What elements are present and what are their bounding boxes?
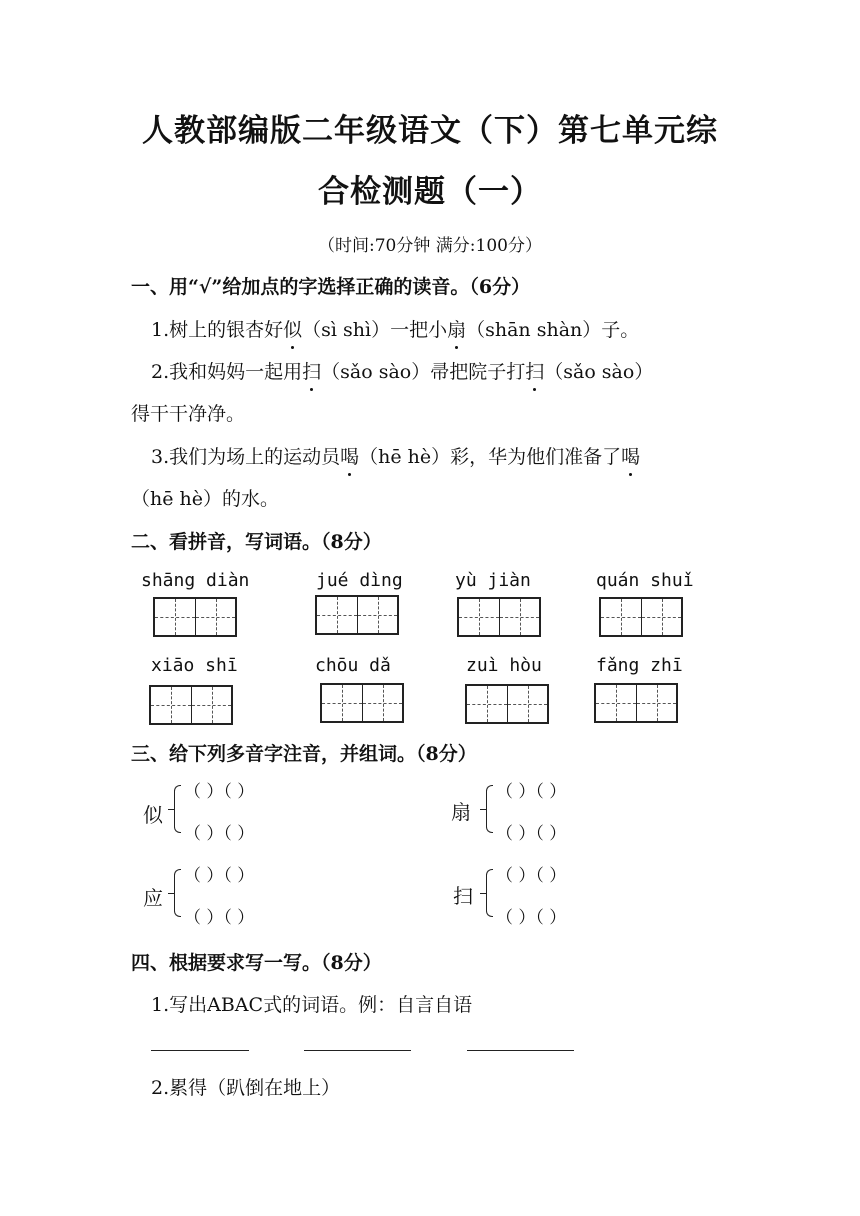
s1-q2-text-b: （sǎo sào）帚把院子打 bbox=[321, 361, 526, 383]
s1-q1-text-a: 1.树上的银杏好 bbox=[151, 319, 284, 341]
writing-grid[interactable] bbox=[599, 597, 683, 637]
s1-question-2 bbox=[151, 357, 653, 384]
pinyin-label: shāng diàn bbox=[141, 570, 250, 591]
writing-grid[interactable] bbox=[153, 597, 237, 637]
answer-parens[interactable]: （ ）（ ） bbox=[496, 782, 567, 802]
s1-q1-text-b: （sì shì）一把小 bbox=[302, 319, 448, 341]
s4-question-2: 2.累得（趴倒在地上） bbox=[151, 1077, 341, 1099]
pinyin-label: jué dìng bbox=[316, 570, 403, 591]
polyphone-char: 扫 bbox=[453, 884, 473, 908]
brace-icon bbox=[174, 785, 181, 833]
brace-icon bbox=[486, 785, 493, 833]
pinyin-label: yù jiàn bbox=[455, 570, 531, 591]
answer-parens[interactable]: （ ）（ ） bbox=[184, 866, 255, 886]
answer-blank[interactable] bbox=[151, 1050, 249, 1051]
dotted-char: 扇 bbox=[447, 315, 466, 342]
section1-heading: 一、用“√”给加点的字选择正确的读音。（6分） bbox=[131, 276, 531, 298]
pinyin-label: chōu dǎ bbox=[315, 655, 391, 676]
section4-heading: 四、根据要求写一写。（8分） bbox=[131, 952, 382, 974]
writing-grid[interactable] bbox=[594, 683, 678, 723]
s1-q2-text-c: （sǎo sào） bbox=[544, 361, 654, 383]
answer-parens[interactable]: （ ）（ ） bbox=[496, 866, 567, 886]
polyphone-char: 扇 bbox=[451, 800, 471, 824]
s1-q3-text-a: 3.我们为场上的运动员 bbox=[151, 446, 341, 468]
writing-grid[interactable] bbox=[315, 595, 399, 635]
answer-parens[interactable]: （ ）（ ） bbox=[496, 824, 567, 844]
s1-question-3 bbox=[151, 442, 640, 469]
pinyin-label: fǎng zhī bbox=[596, 655, 683, 676]
dotted-char: 扫 bbox=[302, 357, 321, 384]
writing-grid[interactable] bbox=[320, 683, 404, 723]
answer-parens[interactable]: （ ）（ ） bbox=[184, 824, 255, 844]
answer-blank[interactable] bbox=[304, 1050, 411, 1051]
s1-q3-line2: （hē hè）的水。 bbox=[131, 488, 280, 510]
section3-heading: 三、给下列多音字注音，并组词。（8分） bbox=[131, 743, 477, 765]
section2-heading: 二、看拼音，写词语。（8分） bbox=[131, 531, 382, 553]
pinyin-label: zuì hòu bbox=[466, 655, 542, 676]
pinyin-label: xiāo shī bbox=[151, 655, 238, 676]
writing-grid[interactable] bbox=[149, 685, 233, 725]
pinyin-label: quán shuǐ bbox=[596, 570, 694, 591]
s1-q1-text-c: （shān shàn）子。 bbox=[466, 319, 640, 341]
answer-parens[interactable]: （ ）（ ） bbox=[184, 908, 255, 928]
brace-icon bbox=[174, 869, 181, 917]
s4-question-1: 1.写出ABAC式的词语。例：自言自语 bbox=[151, 994, 473, 1016]
polyphone-char: 似 bbox=[143, 803, 163, 827]
answer-parens[interactable]: （ ）（ ） bbox=[184, 782, 255, 802]
writing-grid[interactable] bbox=[457, 597, 541, 637]
s1-question-1 bbox=[151, 315, 639, 342]
doc-title-line2: 合检测题（一） bbox=[318, 174, 542, 210]
polyphone-char: 应 bbox=[143, 886, 163, 910]
doc-subtitle: （时间:70分钟 满分:100分） bbox=[318, 236, 542, 256]
writing-grid[interactable] bbox=[465, 684, 549, 724]
brace-icon bbox=[486, 869, 493, 917]
dotted-char: 喝 bbox=[621, 442, 640, 469]
dotted-char: 喝 bbox=[340, 442, 359, 469]
s1-q3-text-b: （hē hè）彩，华为他们准备了 bbox=[359, 446, 622, 468]
dotted-char: 似 bbox=[283, 315, 302, 342]
doc-title-line1: 人教部编版二年级语文（下）第七单元综 bbox=[142, 113, 718, 149]
answer-blank[interactable] bbox=[467, 1050, 574, 1051]
answer-parens[interactable]: （ ）（ ） bbox=[496, 908, 567, 928]
dotted-char: 扫 bbox=[525, 357, 544, 384]
s1-q2-line2: 得干干净净。 bbox=[131, 403, 246, 425]
s1-q2-text-a: 2.我和妈妈一起用 bbox=[151, 361, 303, 383]
